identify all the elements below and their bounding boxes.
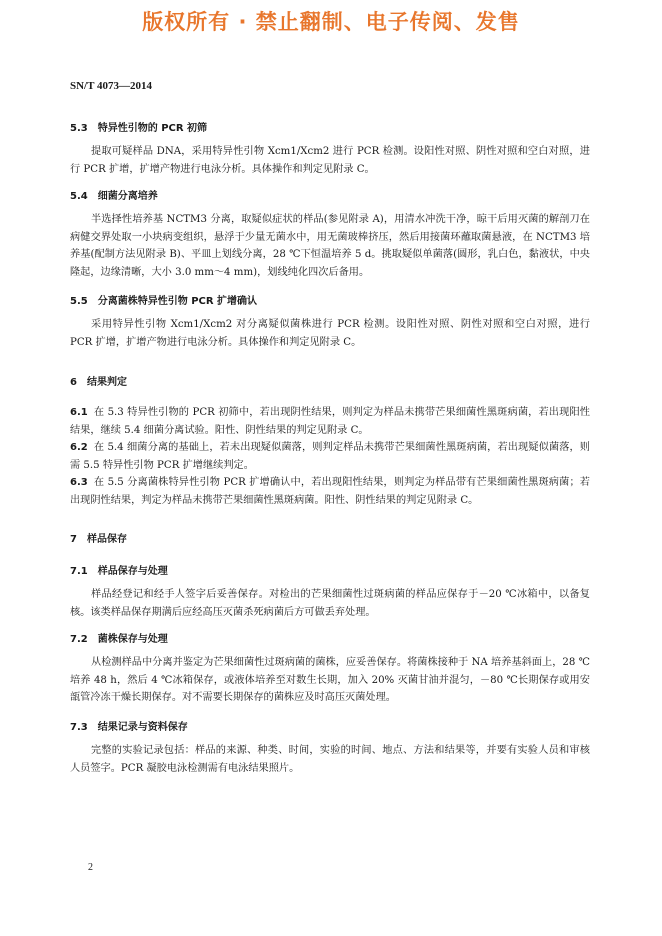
section-title: 细菌分离培养	[97, 191, 158, 202]
standard-code: SN/T 4073—2014	[70, 80, 153, 92]
section-heading-7	[70, 530, 127, 545]
section-title: 样品保存与处理	[97, 566, 168, 577]
section-body-5-5: 采用特异性引物 Xcm1/Xcm2 对分离疑似菌株进行 PCR 检测。设阳性对照、阴性对照和空白对照，进行 PCR 扩增，扩增产物进行电泳分析。具体操作和判定见附录 C。	[70, 319, 590, 348]
section-number: 5.3	[70, 123, 88, 134]
clause-text: 在 5.4 细菌分离的基础上，若未出现疑似菌落，则判定样品未携带芒果细菌性黑斑病菌，若出现疑似菌落，则需 5.5 特异性引物 PCR 扩增继续判定。	[70, 442, 590, 471]
section-title: 结果判定	[86, 377, 127, 388]
section-number: 7.2	[70, 634, 88, 645]
section-body-5-3: 提取可疑样品 DNA，采用特异性引物 Xcm1/Xcm2 进行 PCR 检测。设阳性对照、阴性对照和空白对照，进行 PCR 扩增，扩增产物进行电泳分析。具体操作和判定见附录 C。	[70, 146, 590, 175]
section-title: 菌株保存与处理	[97, 634, 168, 645]
section-body-7-2: 从检测样品中分离并鉴定为芒果细菌性过斑病菌的菌株，应妥善保存。将菌株接种于 NA 培养基斜面上，28 ℃培养 48 h，然后 4 ℃冰箱保存，或液体培养至对数生长期，加入 20% 灭菌甘油并混匀，－80 ℃长期保存或用安瓿管冷冻干燥长期保存。对不需要长期保存的菌株应及时高压灭菌处理。	[70, 657, 590, 703]
section-heading-5-3	[70, 119, 207, 134]
clause-6-1	[70, 404, 590, 439]
copyright-banner: 版权所有 · 禁止翻制、电子传阅、发售	[142, 10, 520, 34]
clause-number: 6.2	[70, 442, 88, 453]
section-body-7-1: 样品经登记和经手人签字后妥善保存。对检出的芒果细菌性过斑病菌的样品应保存于－20 ℃冰箱中，以备复核。该类样品保存期满后应经高压灭菌杀死病菌后方可做丢弃处理。	[70, 589, 590, 618]
section-number: 7	[70, 534, 77, 545]
clause-6-3	[70, 474, 590, 509]
section-number: 5.4	[70, 191, 88, 202]
section-title: 样品保存	[86, 534, 127, 545]
section-number: 6	[70, 377, 77, 388]
section-heading-5-4	[70, 187, 158, 202]
section-heading-6	[70, 373, 127, 388]
section-title: 分离菌株特异性引物 PCR 扩增确认	[97, 296, 258, 307]
section-number: 7.3	[70, 722, 88, 733]
section-heading-7-1	[70, 562, 168, 577]
clause-number: 6.1	[70, 407, 88, 418]
clause-number: 6.3	[70, 477, 88, 488]
page-number: 2	[88, 862, 93, 873]
section-heading-7-2	[70, 630, 168, 645]
section-title: 结果记录与资料保存	[97, 722, 188, 733]
section-heading-7-3	[70, 718, 188, 733]
section-number: 5.5	[70, 296, 88, 307]
section-number: 7.1	[70, 566, 88, 577]
clause-text: 在 5.3 特异性引物的 PCR 初筛中，若出现阴性结果，则判定为样品未携带芒果细菌性黑斑病菌，若出现阳性结果，继续 5.4 细菌分离试验。阳性、阴性结果的判定见附录 C。	[70, 407, 590, 436]
section-title: 特异性引物的 PCR 初筛	[97, 123, 208, 134]
clause-6-2	[70, 439, 590, 474]
section-body-7-3: 完整的实验记录包括：样品的来源、种类、时间，实验的时间、地点、方法和结果等，并要有实验人员和审核人员签字。PCR 凝胶电泳检测需有电泳结果照片。	[70, 745, 590, 774]
section-heading-5-5	[70, 292, 257, 307]
section-body-5-4: 半选择性培养基 NCTM3 分离，取疑似症状的样品(参见附录 A)，用清水冲洗干净，晾干后用灭菌的解剖刀在病健交界处取一小块病变组织，悬浮于少量无菌水中，用无菌玻棒挤压，然后用接菌环蘸取菌悬液，在 NCTM3 培养基(配制方法见附录 B)、平皿上划线分离，28 ℃下恒温培养 5 d。挑取疑似单菌落(圆形，乳白色，黏液状，中央隆起，边缘清晰，大小 3.0 mm～4 mm)，划线纯化四次后备用。	[70, 214, 590, 278]
clause-text: 在 5.5 分离菌株特异性引物 PCR 扩增确认中，若出现阳性结果，则判定为样品带有芒果细菌性黑斑病菌；若出现阴性结果，判定为样品未携带芒果细菌性黑斑病菌。阳性、阴性结果的判定见附录 C。	[70, 477, 590, 506]
